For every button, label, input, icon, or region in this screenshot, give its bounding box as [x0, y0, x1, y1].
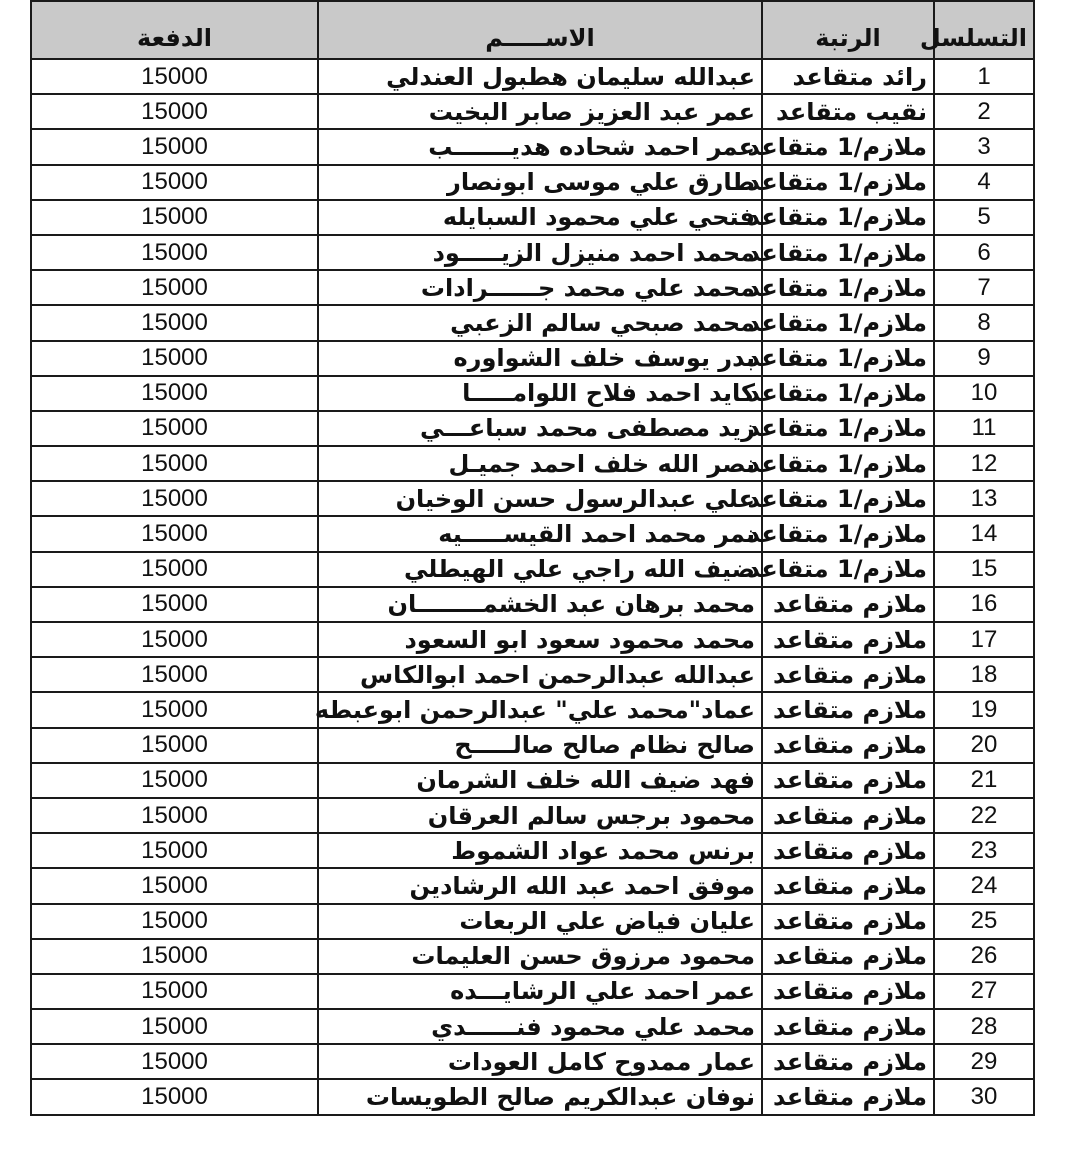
table-row — [31, 129, 1034, 164]
cell-name: عمر احمد شحاده هديـــــــب — [318, 129, 762, 164]
cell-payment: 15000 — [31, 868, 318, 903]
cell-serial: 11 — [934, 411, 1034, 446]
cell-serial: 21 — [934, 763, 1034, 798]
table-row — [31, 657, 1034, 692]
cell-payment: 15000 — [31, 833, 318, 868]
cell-name: محمد محمود سعود ابو السعود — [318, 622, 762, 657]
cell-rank: ملازم متقاعد — [762, 939, 934, 974]
cell-rank: ملازم/1 متقاعد — [762, 129, 934, 164]
table-row — [31, 411, 1034, 446]
cell-rank: ملازم متقاعد — [762, 728, 934, 763]
cell-rank: ملازم متقاعد — [762, 798, 934, 833]
cell-payment: 15000 — [31, 59, 318, 94]
cell-payment: 15000 — [31, 904, 318, 939]
cell-rank: ملازم/1 متقاعد — [762, 341, 934, 376]
cell-rank: ملازم متقاعد — [762, 587, 934, 622]
cell-rank: ملازم/1 متقاعد — [762, 481, 934, 516]
cell-rank: ملازم متقاعد — [762, 763, 934, 798]
cell-rank: ملازم متقاعد — [762, 833, 934, 868]
cell-name: برنس محمد عواد الشموط — [318, 833, 762, 868]
cell-serial: 2 — [934, 94, 1034, 129]
cell-serial: 17 — [934, 622, 1034, 657]
table-row — [31, 833, 1034, 868]
cell-payment: 15000 — [31, 798, 318, 833]
cell-name: محمد برهان عبد الخشمــــــــان — [318, 587, 762, 622]
table-row — [31, 622, 1034, 657]
cell-serial: 7 — [934, 270, 1034, 305]
cell-rank: ملازم/1 متقاعد — [762, 552, 934, 587]
cell-payment: 15000 — [31, 939, 318, 974]
cell-serial: 23 — [934, 833, 1034, 868]
table-row — [31, 974, 1034, 1009]
roster-table — [30, 0, 1035, 1116]
header-row — [31, 1, 1034, 59]
cell-serial: 22 — [934, 798, 1034, 833]
table-row — [31, 94, 1034, 129]
cell-rank: ملازم متقاعد — [762, 904, 934, 939]
cell-serial: 14 — [934, 516, 1034, 551]
cell-name: طارق علي موسى ابونصار — [318, 165, 762, 200]
cell-payment: 15000 — [31, 411, 318, 446]
table-header — [31, 1, 1034, 59]
cell-rank: ملازم متقاعد — [762, 622, 934, 657]
cell-serial: 4 — [934, 165, 1034, 200]
table-row — [31, 305, 1034, 340]
header-rank: الرتبة — [762, 1, 934, 59]
table-row — [31, 798, 1034, 833]
cell-serial: 12 — [934, 446, 1034, 481]
cell-rank: نقيب متقاعد — [762, 94, 934, 129]
table-row — [31, 1009, 1034, 1044]
table-row — [31, 1079, 1034, 1114]
cell-payment: 15000 — [31, 446, 318, 481]
table-row — [31, 904, 1034, 939]
table-row — [31, 1044, 1034, 1079]
table-body — [31, 59, 1034, 1115]
cell-name: محمد علي محمد جــــــرادات — [318, 270, 762, 305]
cell-serial: 26 — [934, 939, 1034, 974]
cell-payment: 15000 — [31, 974, 318, 1009]
cell-name: عليان فياض علي الربعات — [318, 904, 762, 939]
cell-name: عمار ممدوح كامل العودات — [318, 1044, 762, 1079]
cell-serial: 18 — [934, 657, 1034, 692]
cell-payment: 15000 — [31, 622, 318, 657]
table-row — [31, 587, 1034, 622]
cell-rank: ملازم/1 متقاعد — [762, 446, 934, 481]
cell-serial: 5 — [934, 200, 1034, 235]
cell-name: محمود برجس سالم العرقان — [318, 798, 762, 833]
table-row — [31, 728, 1034, 763]
cell-rank: ملازم/1 متقاعد — [762, 305, 934, 340]
cell-payment: 15000 — [31, 270, 318, 305]
cell-rank: ملازم/1 متقاعد — [762, 270, 934, 305]
cell-serial: 3 — [934, 129, 1034, 164]
table-row — [31, 200, 1034, 235]
cell-rank: ملازم متقاعد — [762, 868, 934, 903]
cell-name: محمد احمد منيزل الزيـــــود — [318, 235, 762, 270]
cell-rank: ملازم متقاعد — [762, 974, 934, 1009]
cell-payment: 15000 — [31, 1044, 318, 1079]
cell-payment: 15000 — [31, 516, 318, 551]
table-row — [31, 939, 1034, 974]
table-row — [31, 341, 1034, 376]
cell-payment: 15000 — [31, 1079, 318, 1114]
header-name: الاســـــم — [318, 1, 762, 59]
cell-serial: 20 — [934, 728, 1034, 763]
cell-name: نصر الله خلف احمد جميـل — [318, 446, 762, 481]
cell-name: عمر عبد العزيز صابر البخيت — [318, 94, 762, 129]
cell-name: بدر يوسف خلف الشواوره — [318, 341, 762, 376]
cell-serial: 19 — [934, 692, 1034, 727]
cell-serial: 16 — [934, 587, 1034, 622]
cell-payment: 15000 — [31, 129, 318, 164]
table-row — [31, 165, 1034, 200]
cell-name: عماد"محمد علي" عبدالرحمن ابوعبطه — [318, 692, 762, 727]
cell-serial: 1 — [934, 59, 1034, 94]
cell-payment: 15000 — [31, 587, 318, 622]
cell-payment: 15000 — [31, 728, 318, 763]
cell-payment: 15000 — [31, 692, 318, 727]
table-row — [31, 446, 1034, 481]
cell-serial: 30 — [934, 1079, 1034, 1114]
table-row — [31, 552, 1034, 587]
cell-name: محمد علي محمود فنــــــدي — [318, 1009, 762, 1044]
cell-payment: 15000 — [31, 165, 318, 200]
cell-name: عبدالله سليمان هطبول العندلي — [318, 59, 762, 94]
cell-name: صالح نظام صالح صالـــــح — [318, 728, 762, 763]
cell-serial: 28 — [934, 1009, 1034, 1044]
cell-serial: 9 — [934, 341, 1034, 376]
cell-serial: 13 — [934, 481, 1034, 516]
header-serial: التسلسل — [934, 1, 1034, 59]
table-row — [31, 516, 1034, 551]
table-row — [31, 692, 1034, 727]
cell-payment: 15000 — [31, 481, 318, 516]
table-row — [31, 481, 1034, 516]
cell-serial: 6 — [934, 235, 1034, 270]
cell-rank: ملازم/1 متقاعد — [762, 376, 934, 411]
cell-name: زيد مصطفى محمد سباعـــي — [318, 411, 762, 446]
table-row — [31, 235, 1034, 270]
cell-name: فهد ضيف الله خلف الشرمان — [318, 763, 762, 798]
table-row — [31, 270, 1034, 305]
cell-name: موفق احمد عبد الله الرشادين — [318, 868, 762, 903]
cell-rank: ملازم متقاعد — [762, 1079, 934, 1114]
cell-serial: 29 — [934, 1044, 1034, 1079]
cell-serial: 10 — [934, 376, 1034, 411]
cell-name: نوفان عبدالكريم صالح الطويسات — [318, 1079, 762, 1114]
cell-rank: ملازم/1 متقاعد — [762, 235, 934, 270]
cell-rank: ملازم/1 متقاعد — [762, 165, 934, 200]
table-row — [31, 763, 1034, 798]
cell-rank: رائد متقاعد — [762, 59, 934, 94]
cell-serial: 15 — [934, 552, 1034, 587]
header-payment: الدفعة — [31, 1, 318, 59]
cell-rank: ملازم متقاعد — [762, 692, 934, 727]
cell-name: ضيف الله راجي علي الهيطلي — [318, 552, 762, 587]
cell-name: نمر محمد احمد القيســـــيه — [318, 516, 762, 551]
cell-payment: 15000 — [31, 200, 318, 235]
cell-payment: 15000 — [31, 341, 318, 376]
cell-rank: ملازم/1 متقاعد — [762, 411, 934, 446]
cell-payment: 15000 — [31, 376, 318, 411]
cell-rank: ملازم متقاعد — [762, 1009, 934, 1044]
cell-name: عمر احمد علي الرشايـــده — [318, 974, 762, 1009]
cell-rank: ملازم/1 متقاعد — [762, 516, 934, 551]
cell-payment: 15000 — [31, 1009, 318, 1044]
cell-payment: 15000 — [31, 763, 318, 798]
cell-payment: 15000 — [31, 235, 318, 270]
cell-serial: 8 — [934, 305, 1034, 340]
cell-payment: 15000 — [31, 94, 318, 129]
cell-serial: 27 — [934, 974, 1034, 1009]
table-row — [31, 59, 1034, 94]
table-row — [31, 868, 1034, 903]
cell-name: محمد صبحي سالم الزعبي — [318, 305, 762, 340]
cell-rank: ملازم متقاعد — [762, 1044, 934, 1079]
cell-name: كايد احمد فلاح اللوامـــــا — [318, 376, 762, 411]
cell-name: عبدالله عبدالرحمن احمد ابوالكاس — [318, 657, 762, 692]
cell-rank: ملازم متقاعد — [762, 657, 934, 692]
cell-serial: 24 — [934, 868, 1034, 903]
cell-name: علي عبدالرسول حسن الوخيان — [318, 481, 762, 516]
cell-serial: 25 — [934, 904, 1034, 939]
cell-payment: 15000 — [31, 305, 318, 340]
cell-payment: 15000 — [31, 657, 318, 692]
cell-payment: 15000 — [31, 552, 318, 587]
table-row — [31, 376, 1034, 411]
cell-name: محمود مرزوق حسن العليمات — [318, 939, 762, 974]
cell-name: فتحي علي محمود السبايله — [318, 200, 762, 235]
cell-rank: ملازم/1 متقاعد — [762, 200, 934, 235]
